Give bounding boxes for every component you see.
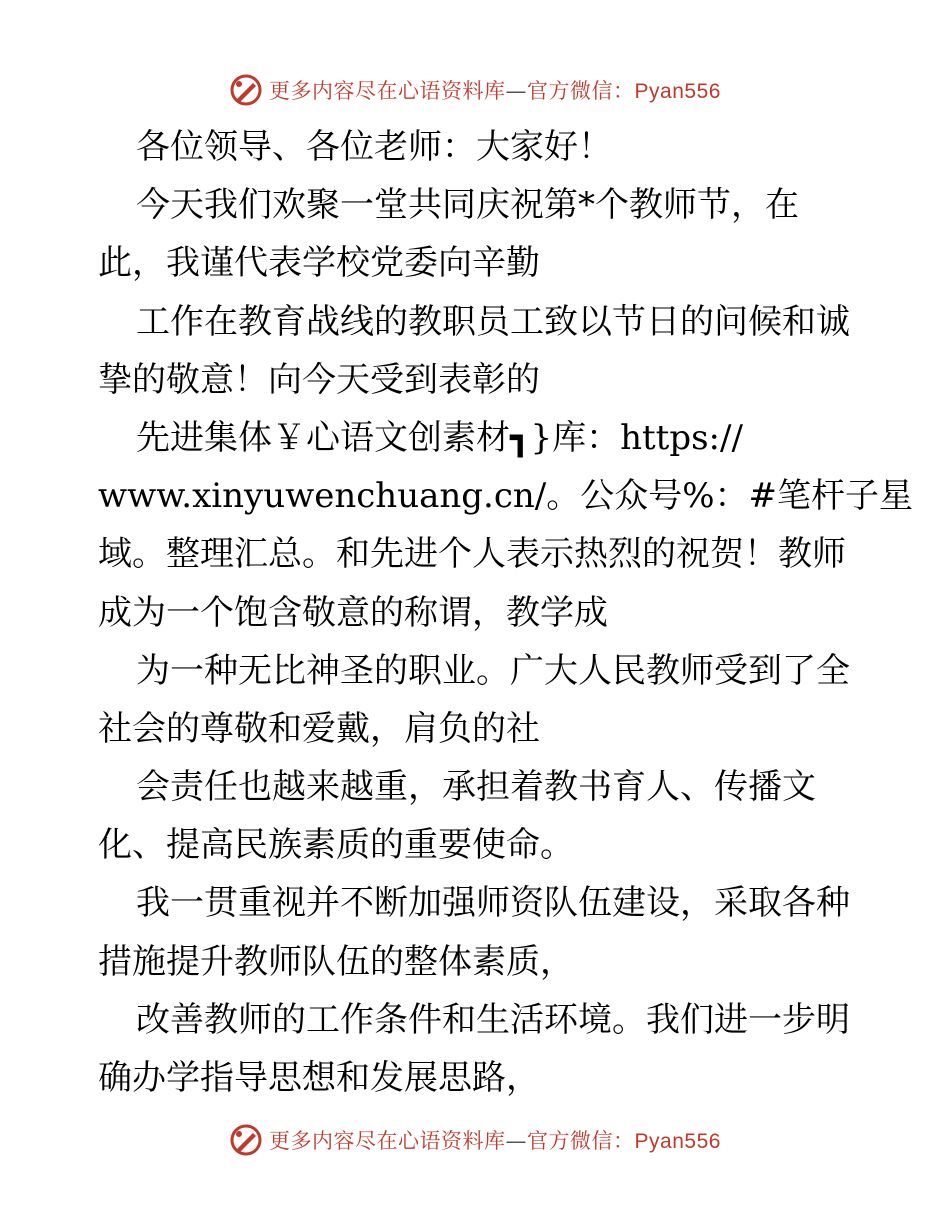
text-line: 挚的敬意！向今天受到表彰的 <box>98 359 540 400</box>
text-line: www.xinyuwenchuang.cn/。公众号%：#笔杆子星 <box>98 476 914 517</box>
text-line: 此，我谨代表学校党委向辛勤 <box>98 243 540 284</box>
pen-logo-icon <box>229 73 263 107</box>
text-line: 为一种无比神圣的职业。广大人民教师受到了全 <box>136 650 850 691</box>
text-line: 社会的尊敬和爱戴，肩负的社 <box>98 708 540 749</box>
footer-banner <box>0 1120 950 1160</box>
text-line: 改善教师的工作条件和生活环境。我们进一步明 <box>136 999 850 1040</box>
text-line: 各位领导、各位老师：大家好！ <box>136 127 612 167</box>
text-line: 措施提升教师队伍的整体素质， <box>98 941 574 982</box>
text-line: 先进集体￥心语文创素材┓}库：https:// <box>136 417 743 458</box>
text-line: 今天我们欢聚一堂共同庆祝第*个教师节，在 <box>136 185 799 226</box>
document-body <box>98 118 914 1107</box>
text-line: 我一贯重视并不断加强师资队伍建设，采取各种 <box>136 883 850 924</box>
text-line: 成为一个饱含敬意的称谓，教学成 <box>98 592 608 633</box>
banner-text: 更多内容尽在心语资料库—官方微信：Pyan556 <box>269 79 721 103</box>
text-line: 工作在教育战线的教职员工致以节日的问候和诚 <box>136 301 850 342</box>
text-line: 化、提高民族素质的重要使命。 <box>98 825 574 866</box>
banner-text: 更多内容尽在心语资料库—官方微信：Pyan556 <box>269 1129 721 1153</box>
text-line: 域。整理汇总。和先进个人表示热烈的祝贺！教师 <box>98 534 846 575</box>
header-banner <box>0 70 950 110</box>
text-line: 会责任也越来越重，承担着教书育人、传播文 <box>136 767 816 808</box>
pen-logo-icon <box>229 1123 263 1157</box>
text-line: 确办学指导思想和发展思路， <box>98 1058 540 1098</box>
